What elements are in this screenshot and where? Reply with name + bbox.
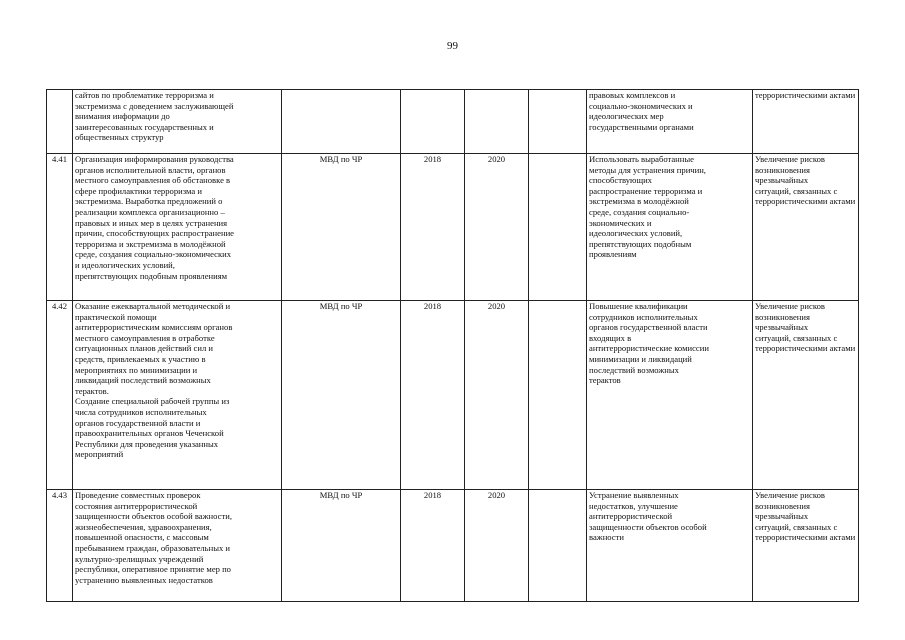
result-cell — [587, 490, 753, 602]
action-text: сайтов по проблематике терроризма и экстремизма с доведением заслуживающей внимания информации до заинтересованных государственных и общественных структур — [75, 90, 234, 143]
responsible-cell: МВД по ЧР — [282, 154, 401, 301]
blank-cell — [529, 90, 587, 154]
risk-text: террористическими актами — [755, 90, 856, 100]
action-cell — [73, 90, 282, 154]
page-number: 99 — [447, 40, 458, 52]
start-year-cell: 2018 — [401, 154, 465, 301]
measures-table — [46, 89, 859, 602]
row-number: 4.41 — [47, 154, 73, 301]
end-year-cell: 2020 — [465, 154, 529, 301]
start-year-cell — [401, 90, 465, 154]
risk-text: Увеличение рисков возникновения чрезвычайных ситуаций, связанных с террористическими актами — [755, 154, 856, 207]
action-text: Проведение совместных проверок состояния антитеррористической защищенности объектов особой важности, жизнеобеспечения, здравоохранения, повышенной опасности, с массовым пребыванием граждан, образовательных и культурно-зрелищных учреждений республики, оперативное принятие мер по устранению выявленных недостатков — [75, 490, 232, 585]
result-text: Использовать выработанные методы для устранения причин, способствующих распространение терроризма и экстремизма в молодёжной среде, создания социально- экономических и идеологических условий, препятствующих подобным проявлениям — [589, 154, 706, 260]
risk-cell — [753, 490, 859, 602]
blank-cell — [529, 154, 587, 301]
table-row — [47, 490, 859, 602]
row-number: 4.42 — [47, 301, 73, 490]
action-cell — [73, 490, 282, 602]
action-cell — [73, 301, 282, 490]
row-number: 4.43 — [47, 490, 73, 602]
risk-text: Увеличение рисков возникновения чрезвычайных ситуаций, связанных с террористическими актами — [755, 301, 856, 354]
row-number — [47, 90, 73, 154]
risk-text: Увеличение рисков возникновения чрезвычайных ситуаций, связанных с террористическими актами — [755, 490, 856, 543]
risk-cell — [753, 154, 859, 301]
result-text: Повышение квалификации сотрудников исполнительных органов государственной власти входящих в антитеррористические комиссии минимизации и ликвидаций последствий возможных терактов — [589, 301, 709, 386]
result-text: Устранение выявленных недостатков, улучшение антитеррористической защищенности объектов особой важности — [589, 490, 707, 543]
blank-cell — [529, 301, 587, 490]
action-cell — [73, 154, 282, 301]
risk-cell — [753, 301, 859, 490]
responsible-cell: МВД по ЧР — [282, 301, 401, 490]
end-year-cell — [465, 90, 529, 154]
responsible-cell — [282, 90, 401, 154]
start-year-cell: 2018 — [401, 490, 465, 602]
risk-cell — [753, 90, 859, 154]
table-row — [47, 90, 859, 154]
action-text: Организация информирования руководства органов исполнительной власти, органов местного самоуправления об обстановке в сфере профилактики терроризма и экстремизма. Выработка предложений о реализации комплекса организационно – правовых и иных мер в целях устранения причин, способствующих распространение терроризма и экстремизма в молодёжной среде, создания социально-экономических и идеологических условий, препятствующих подобным проявлениям — [75, 154, 234, 281]
end-year-cell: 2020 — [465, 301, 529, 490]
start-year-cell: 2018 — [401, 301, 465, 490]
result-cell — [587, 154, 753, 301]
result-text: правовых комплексов и социально-экономических и идеологических мер государственными органами — [589, 90, 694, 132]
responsible-cell: МВД по ЧР — [282, 490, 401, 602]
result-cell — [587, 301, 753, 490]
blank-cell — [529, 490, 587, 602]
result-cell — [587, 90, 753, 154]
table-row — [47, 154, 859, 301]
end-year-cell: 2020 — [465, 490, 529, 602]
action-text: Оказание ежеквартальной методической и практической помощи антитеррористическим комиссиям органов местного самоуправления в отработке ситуационных планов действий сил и средств, привлекаемых к участию в мероприятиях по минимизации и ликвидаций последствий возможных терактов. Создание специальной рабочей группы из числа сотрудников исполнительных органов государственной власти и правоохранительных органов Чеченской Республики для проведения указанных мероприятий — [75, 301, 233, 460]
table-row — [47, 301, 859, 490]
